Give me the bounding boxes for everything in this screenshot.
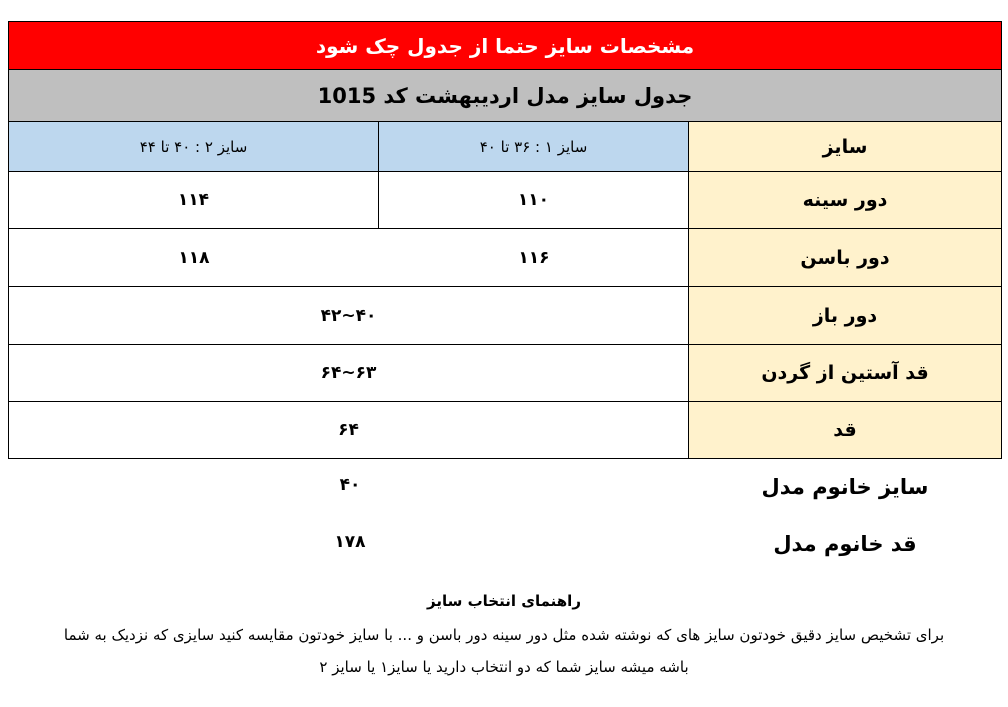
hip-values (8, 228, 689, 287)
guide-line-2: باشه میشه سایز شما که دو انتخاب دارید یا سایز۱ یا سایز ۲ (319, 658, 689, 676)
chest-size1: ۱۱۰ (378, 171, 689, 229)
arm-value: ۴۲~۴۰ (8, 286, 689, 345)
model-height-label: قد خانوم مدل (773, 532, 917, 556)
hip-size2: ۱۱۸ (178, 247, 210, 268)
chest-label: دور سینه (688, 171, 1002, 229)
notice-header (8, 21, 1002, 70)
guide-title: راهنمای انتخاب سایز (427, 592, 581, 610)
table-title (8, 69, 1002, 122)
length-value: ۶۴ (8, 401, 689, 459)
size-label: سایز (688, 121, 1002, 172)
chest-size2: ۱۱۴ (8, 171, 379, 229)
notice-text: مشخصات سایز حتما از جدول چک شود (315, 33, 695, 58)
model-size-label: سایز خانوم مدل (761, 475, 929, 499)
size1-header: سایز ۱ : ۳۶ تا ۴۰ (378, 121, 689, 172)
guide-line-1: برای تشخیص سایز دقیق خودتون سایز های که نوشته شده مثل دور سینه دور باسن و ... با سایز خودتون مقایسه کنید سایزی که نزدیک به شما (63, 626, 945, 644)
size2-header: سایز ۲ : ۴۰ تا ۴۴ (8, 121, 379, 172)
length-label: قد (688, 401, 1002, 459)
sleeve-value: ۶۴~۶۳ (8, 344, 689, 402)
sleeve-label: قد آستین از گردن (688, 344, 1002, 402)
model-size-value: ۴۰ (339, 475, 361, 495)
hip-label: دور باسن (688, 228, 1002, 287)
table-title-text: جدول سایز مدل اردیبهشت کد 1015 (317, 83, 693, 108)
arm-label: دور باز (688, 286, 1002, 345)
model-height-value: ۱۷۸ (334, 532, 366, 552)
hip-size1: ۱۱۶ (518, 247, 550, 268)
